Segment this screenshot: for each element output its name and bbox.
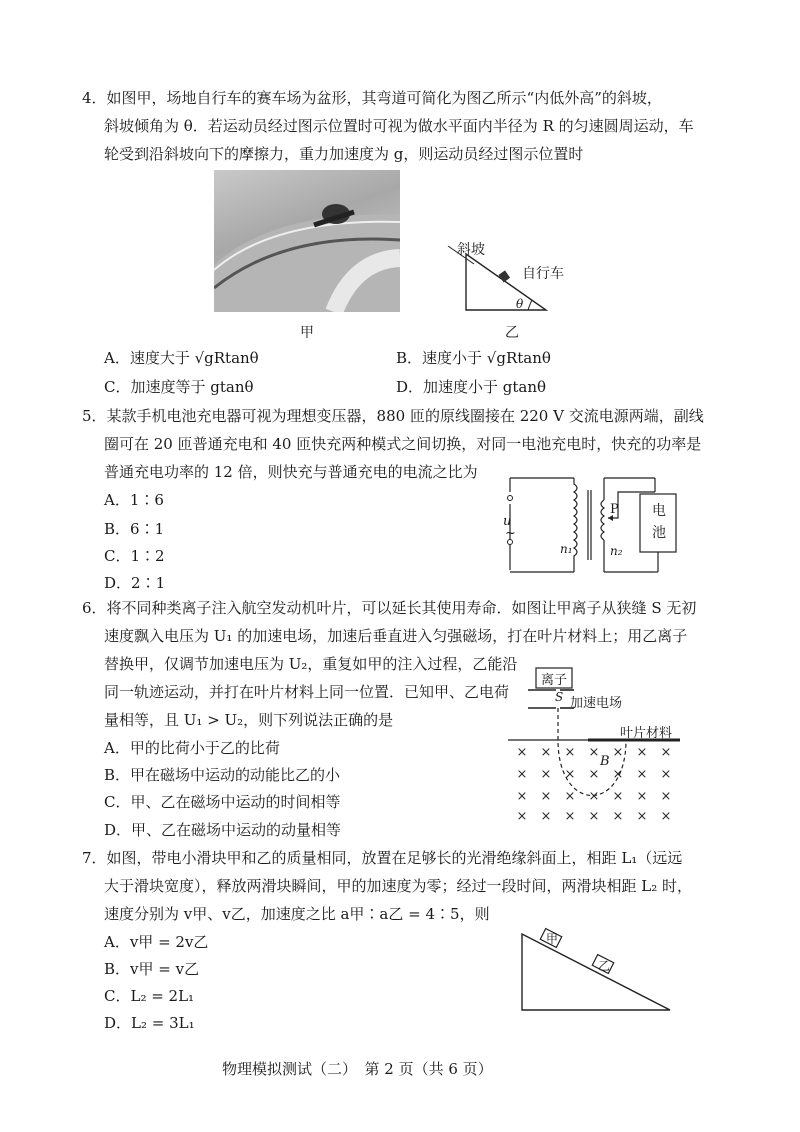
q6-option-a: A．甲的比荷小于乙的比荷 (104, 739, 280, 757)
q6-option-c: C．甲、乙在磁场中运动的时间相等 (104, 793, 341, 811)
voltage-u-label: u (503, 514, 512, 529)
q7-stem-line3: 速度分别为 v甲、v乙，加速度之比 a甲∶a乙 = 4∶5，则 (104, 905, 490, 923)
svg-text:×: × (540, 745, 552, 760)
q4-stem-line2: 斜坡倾角为 θ．若运动员经过图示位置时可视为做水平面内半径为 R 的匀速圆周运动，车 (104, 117, 694, 135)
svg-text:×: × (612, 789, 624, 804)
q7-stem-line2: 大于滑块宽度），释放两滑块瞬间，甲的加速度为零；经过一段时间，两滑块相距 L₂ 时， (104, 877, 693, 895)
field-b-label: B (600, 754, 610, 769)
mass-spectrometer-diagram (508, 664, 688, 824)
svg-text:×: × (588, 809, 600, 824)
ac-tilde-label: ~ (505, 526, 516, 541)
svg-text:×: × (540, 789, 552, 804)
q5-option-b: B．6∶1 (104, 520, 165, 538)
q4-stem-line1: 4．如图甲，场地自行车的赛车场为盆形，其弯道可简化为图乙所示“内低外高”的斜坡， (82, 89, 662, 107)
svg-text:×: × (588, 745, 600, 760)
q4-stem-line3: 轮受到沿斜坡向下的摩擦力，重力加速度为 g，则运动员经过图示位置时 (104, 145, 584, 163)
q6-stem-line4: 同一轨迹运动，并打在叶片材料上同一位置．已知甲、乙电荷 (104, 683, 510, 701)
svg-text:×: × (612, 767, 624, 782)
q5-stem-line3: 普通充电功率的 12 倍，则快充与普通充电的电流之比为 (104, 463, 478, 481)
svg-text:×: × (516, 767, 528, 782)
slider-p-label: P (610, 502, 619, 517)
q7-option-b: B．v甲 = v乙 (104, 960, 200, 978)
q6-option-d: D．甲、乙在磁场中运动的动量相等 (104, 821, 342, 839)
battery-label-1: 电 (652, 503, 666, 519)
bike-label: 自行车 (522, 266, 564, 282)
q6-option-b: B．甲在磁场中运动的动能比乙的小 (104, 766, 341, 784)
svg-text:×: × (516, 789, 528, 804)
figure-label-yi: 乙 (505, 325, 519, 341)
magnetic-field-crosses (517, 745, 672, 824)
svg-text:×: × (564, 767, 576, 782)
accelerating-field-label: 加速电场 (570, 696, 623, 711)
blade-material-label: 叶片材料 (620, 726, 673, 741)
q7-option-d: D．L₂ = 3L₁ (104, 1014, 195, 1032)
n1-label: n₁ (560, 542, 573, 556)
bike-block (498, 270, 510, 282)
slope-label: 斜坡 (457, 242, 485, 258)
svg-text:×: × (612, 745, 624, 760)
q4-option-c: C．加速度等于 gtanθ (104, 378, 254, 396)
svg-text:×: × (636, 745, 648, 760)
q7-option-c: C．L₂ = 2L₁ (104, 987, 195, 1005)
q6-stem-line5: 量相等，且 U₁ > U₂，则下列说法正确的是 (104, 711, 394, 729)
transformer-diagram (500, 470, 700, 580)
svg-text:×: × (516, 745, 528, 760)
svg-text:×: × (564, 745, 576, 760)
angle-label: θ (516, 297, 524, 311)
q5-stem-line2: 圈可在 20 匝普通充电和 40 匝快充两种模式之间切换，对同一电池充电时，快充的功率是 (104, 435, 702, 453)
svg-text:×: × (636, 809, 648, 824)
figure-label-jia: 甲 (300, 325, 314, 341)
svg-text:×: × (540, 767, 552, 782)
block-jia-label: 甲 (546, 932, 559, 946)
svg-text:×: × (660, 789, 672, 804)
q6-stem-line1: 6．将不同种类离子注入航空发动机叶片，可以延长其使用寿命．如图让甲离子从狭缝 S 无初 (82, 599, 697, 617)
page-footer: 物理模拟测试（二） 第 2 页（共 6 页） (222, 1060, 493, 1078)
svg-text:×: × (660, 767, 672, 782)
svg-text:×: × (516, 809, 528, 824)
svg-text:×: × (660, 745, 672, 760)
svg-text:×: × (588, 767, 600, 782)
q7-option-a: A．v甲 = 2v乙 (104, 933, 209, 951)
q5-option-d: D．2∶1 (104, 574, 166, 592)
velodrome-photo-drawing (214, 170, 400, 312)
svg-text:×: × (636, 767, 648, 782)
svg-text:×: × (636, 789, 648, 804)
q6-stem-line2: 速度飘入电压为 U₁ 的加速电场，加速后垂直进入匀强磁场，打在叶片材料上；用乙离子 (104, 627, 688, 645)
svg-text:×: × (540, 809, 552, 824)
block-yi-label: 乙 (598, 959, 611, 973)
ion-source-label: 离子 (541, 673, 568, 688)
q7-stem-line1: 7．如图，带电小滑块甲和乙的质量相同，放置在足够长的光滑绝缘斜面上，相距 L₁（远远 (82, 849, 683, 867)
svg-text:×: × (660, 809, 672, 824)
q5-option-a: A．1∶6 (104, 491, 164, 509)
q4-option-a: A．速度大于 √gRtanθ (104, 349, 259, 367)
q5-stem-line1: 5．某款手机电池充电器可视为理想变压器，880 匝的原线圈接在 220 V 交流电源两端，副线 (82, 407, 704, 425)
q4-option-d: D．加速度小于 gtanθ (396, 378, 547, 396)
q4-option-b: B．速度小于 √gRtanθ (396, 349, 551, 367)
q5-option-c: C．1∶2 (104, 547, 165, 565)
slit-s-label: S (555, 690, 564, 704)
battery-label-2: 池 (652, 525, 666, 541)
svg-text:×: × (612, 809, 624, 824)
svg-text:×: × (564, 789, 576, 804)
svg-text:×: × (564, 809, 576, 824)
velodrome-photo (214, 170, 400, 312)
svg-text:×: × (588, 789, 600, 804)
q6-stem-line3: 替换甲，仅调节加速电压为 U₂，重复如甲的注入过程，乙能沿 (104, 655, 518, 673)
n2-label: n₂ (610, 544, 623, 558)
